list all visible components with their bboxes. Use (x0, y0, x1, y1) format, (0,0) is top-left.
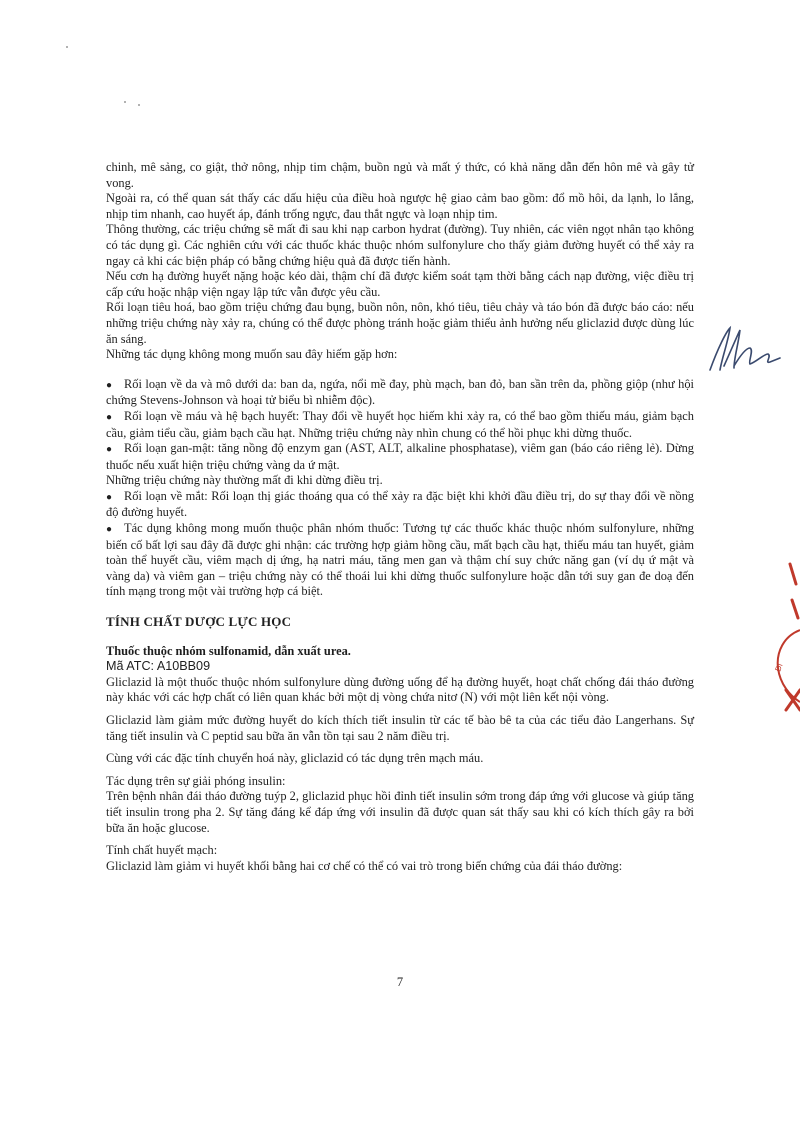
paragraph: Cùng với các đặc tính chuyển hoá này, gliclazid có tác dụng trên mạch máu. (106, 751, 484, 766)
paragraph: Trên bệnh nhân đái tháo đường tuýp 2, gliclazid phục hồi đỉnh tiết insulin sớm trong đáp ứng với glucose và giúp tăng tiết insulin trong pha 2. Sự tăng đáng kể đáp ứng với insulin đã được quan sát thấy sau khi có kích thích gây ra bởi bữa ăn hoặc glucose. (106, 789, 694, 835)
bullet-text: Rối loạn về mắt: Rối loạn thị giác thoáng qua có thể xảy ra đặc biệt khi khởi đầu điều trị, do sự thay đổi về nồng độ đường huyết. (106, 488, 694, 520)
bullet-text: Rối loạn về máu và hệ bạch huyết: Thay đổi về huyết học hiếm khi xảy ra, có thể bao gồm thiếu máu, giảm bạch cầu, giảm tiểu cầu, giảm bạch cầu hạt. Những triệu chứng này nhìn chung có thể hồi phục khi dừng thuốc. (106, 408, 694, 440)
document-body (106, 160, 694, 874)
paragraph: Gliclazid làm giảm vi huyết khối bằng hai cơ chế có thể có vai trò trong biến chứng của đái tháo đường: (106, 858, 623, 873)
section-heading: TÍNH CHẤT DƯỢC LỰC HỌC (106, 614, 292, 630)
paragraph: Gliclazid làm giảm mức đường huyết do kích thích tiết insulin từ các tế bào bê ta của các tiểu đảo Langerhans. Sự tăng tiết insulin và C peptid sau bữa ăn vẫn tồn tại sau 2 năm điều trị. (106, 713, 694, 743)
page-number: 7 (396, 975, 404, 989)
bullet-item (106, 409, 694, 441)
spacer (106, 744, 694, 751)
insulin-title: Tác dụng trên sự giải phóng insulin: (106, 773, 286, 788)
paragraph: chinh, mê sảng, co giật, thở nông, nhịp tim chậm, buồn ngủ và mất ý thức, có khả năng dẫn đến hôn mê và gây tử vong. (106, 160, 694, 190)
bullet-item (106, 441, 694, 473)
paragraph: Thông thường, các triệu chứng sẽ mất đi sau khi nạp carbon hydrat (đường). Tuy nhiên, các viên ngọt nhân tạo không có tác dụng gì. Các nghiên cứu với các thuốc khác thuộc nhóm sulfonylure cho thấy giảm đường huyết có thể xảy ra ngay cả khi các biện pháp có bằng chứng hiệu quả đã được tiến hành. (106, 222, 694, 268)
bullet-item (106, 377, 694, 409)
scan-speck (138, 104, 140, 106)
scan-speck (124, 101, 126, 103)
bullet-icon: ● (106, 411, 113, 423)
bullet-text: Tác dụng không mong muốn thuộc phân nhóm thuốc: Tương tự các thuốc khác thuộc nhóm sulfonylure, những biến cố bất lợi sau đây đã được ghi nhận: các trường hợp giảm hồng cầu, mất bạch cầu hạt, thiếu máu tan huyết, giảm toàn thể huyết cầu, viêm mạch dị ứng, hạ natri máu, tăng men gan và thậm chí suy chức năng gan (ví dụ ứ mật và vàng da) và viêm gan – triệu chứng này có thể thoái lui khi dừng thuốc sulfonylure hoặc dẫn tới suy gan đe doạ đến tính mạng trong một vài trường hợp cá biệt. (106, 521, 694, 599)
vascular-title: Tính chất huyết mạch: (106, 843, 218, 858)
bullet-item (106, 489, 694, 521)
bullet-icon: ● (106, 491, 113, 503)
bullet-icon: ● (106, 444, 113, 456)
bullet-text: Rối loạn gan-mật: tăng nồng độ enzym gan (AST, ALT, alkaline phosphatase), viêm gan (báo cáo riêng lẻ). Dừng thuốc nếu xuất hiện triệu chứng vàng da ứ mật. (106, 441, 694, 472)
bullet-icon: ● (106, 379, 113, 391)
spacer (106, 600, 694, 614)
atc-code: Mã ATC: A10BB09 (106, 659, 211, 674)
spacer (106, 363, 694, 377)
spacer (106, 836, 694, 843)
paragraph: Những triệu chứng này thường mất đi khi dừng điều trị. (106, 473, 383, 488)
paragraph: Nếu cơn hạ đường huyết nặng hoặc kéo dài, thậm chí đã được kiểm soát tạm thời bằng cách nạp đường, việc điều trị cấp cứu hoặc nhập viện ngay lập tức vẫn được yêu cầu. (106, 269, 694, 299)
paragraph: Ngoài ra, có thể quan sát thấy các dấu hiệu của điều hoà ngược hệ giao cảm bao gồm: đổ mồ hôi, da lạnh, lo lắng, nhịp tim nhanh, cao huyết áp, đánh trống ngực, đau thắt ngực và loạn nhịp tim. (106, 191, 694, 221)
spacer (106, 767, 694, 774)
subheading: Thuốc thuộc nhóm sulfonamid, dẫn xuất urea. (106, 643, 351, 658)
bullet-icon: ● (106, 524, 113, 536)
paragraph: Gliclazid là một thuốc thuộc nhóm sulfonylure dùng đường uống để hạ đường huyết, hoạt chất chống đái tháo đường này khác với các hợp chất có liên quan khác bởi một dị vòng chứa nitơ (N) với một liên kết nội vòng. (106, 674, 694, 705)
paragraph: Rối loạn tiêu hoá, bao gồm triệu chứng đau bụng, buồn nôn, nôn, khó tiêu, tiêu chảy và táo bón đã được báo cáo: nếu những triệu chứng này xảy ra, chúng có thể được phòng tránh hoặc giảm thiểu ảnh hưởng nếu gliclazid được dùng lúc ăn sáng. (106, 300, 694, 346)
spacer (106, 630, 694, 644)
bullet-text: Rối loạn về da và mô dưới da: ban da, ngứa, nổi mề đay, phù mạch, ban đỏ, ban sần trên da, phồng giộp (như hội chứng Stevens-Johnson và hoại tử biểu bì nhiễm độc). (106, 376, 694, 408)
stamp-icon (762, 560, 800, 720)
paragraph: Những tác dụng không mong muốn sau đây hiếm gặp hơn: (106, 347, 398, 362)
spacer (106, 706, 694, 713)
bullet-item (106, 521, 694, 600)
svg-text:ĐI: ĐI (773, 662, 785, 673)
scan-speck (66, 46, 68, 48)
signature-icon (704, 318, 782, 378)
